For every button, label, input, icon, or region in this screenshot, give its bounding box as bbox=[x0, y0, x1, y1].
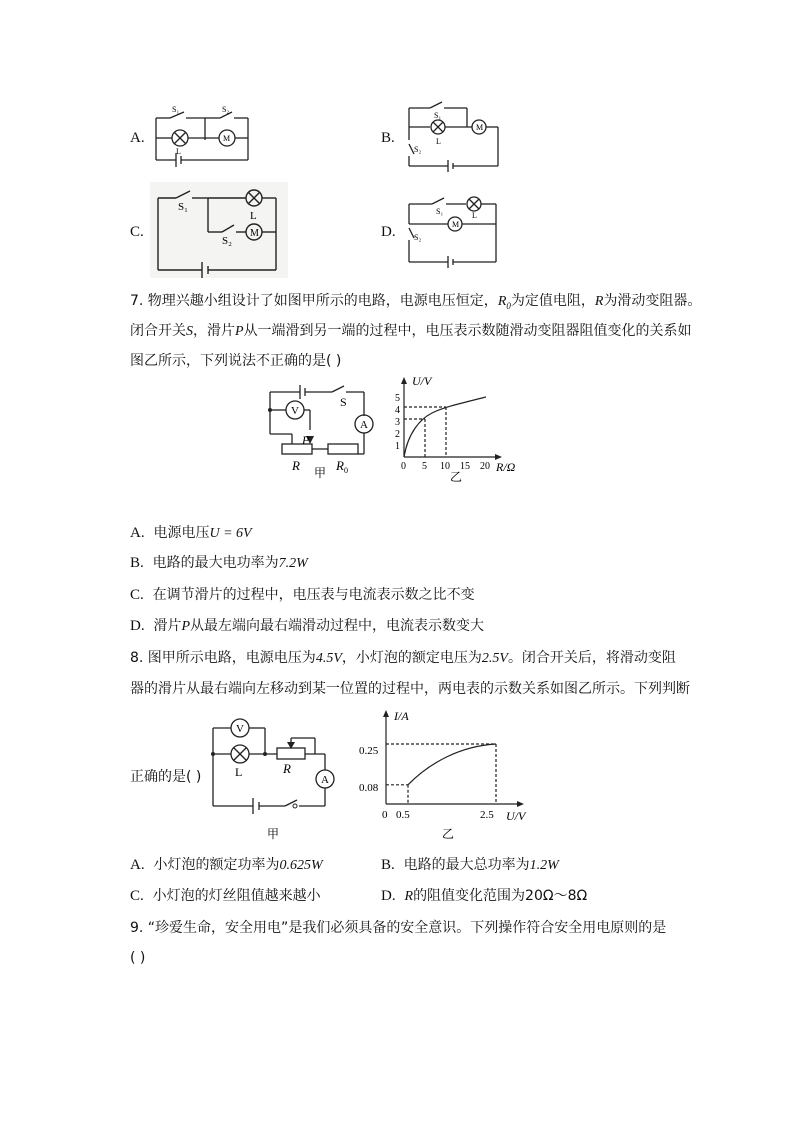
q6b-motor: M bbox=[476, 123, 484, 132]
q8-graph-x-label: U/V bbox=[506, 809, 526, 823]
q7-graph-ytick-3: 3 bbox=[395, 417, 400, 428]
q7-graph-xtick-5: 5 bbox=[422, 461, 427, 472]
q7-switch-label: S bbox=[340, 395, 347, 409]
q8-graph-ytick-0.08: 0.08 bbox=[359, 782, 379, 794]
q6c-motor: M bbox=[250, 228, 259, 239]
q7-option-c[interactable]: C. 在调节滑片的过程中，电压表与电流表示数之比不变 bbox=[130, 587, 475, 603]
q8-graph-y-label: I/A bbox=[394, 709, 409, 723]
q7-graph-y-label: U/V bbox=[412, 375, 432, 388]
q7-option-d[interactable]: D. 滑片P从最左端向最右端滑动过程中，电流表示数变大 bbox=[130, 618, 485, 634]
q6c-s1: S₁ bbox=[178, 201, 188, 213]
q8-figure-yi-graph bbox=[356, 706, 546, 846]
q6b-lamp: L bbox=[436, 137, 441, 146]
q8-stem-line-2: 器的滑片从最右端向左移动到某一位置的过程中，两电表的示数关系如图乙所示。下列判断 bbox=[130, 681, 690, 697]
q6d-s1: S₁ bbox=[436, 207, 444, 216]
q7-option-b[interactable]: B. 电路的最大电功率为7.2W bbox=[130, 555, 308, 571]
q7-figure-jia-circuit bbox=[262, 380, 387, 480]
q7-rheostat-label: R bbox=[292, 458, 300, 473]
q7-graph-xtick-15: 15 bbox=[460, 461, 470, 472]
q6-option-a-letter: A. bbox=[130, 130, 145, 146]
q8-rheostat-label: R bbox=[283, 761, 291, 776]
q7-caption-jia: 甲 bbox=[314, 466, 327, 480]
q6c-s2: S₂ bbox=[222, 235, 232, 247]
q6a-lamp: L bbox=[176, 147, 181, 156]
q8-option-c[interactable]: C. 小灯泡的灯丝阻值越来越小 bbox=[130, 888, 321, 904]
q8-data-line bbox=[408, 744, 496, 785]
q8-figure-jia-circuit bbox=[203, 714, 348, 844]
q7-voltmeter-label: V bbox=[291, 405, 299, 417]
q8-option-b[interactable]: B. 电路的最大总功率为1.2W bbox=[381, 857, 559, 873]
q7-stem-line-3: 图乙所示，下列说法不正确的是( ) bbox=[130, 353, 342, 369]
q6b-s2: S₂ bbox=[414, 145, 422, 154]
q6d-lamp: L bbox=[472, 211, 477, 220]
q6a-s1: S₁ bbox=[172, 105, 180, 114]
q6d-motor: M bbox=[452, 220, 460, 229]
q7-stem-line-1: 7. 物理兴趣小组设计了如图甲所示的电路，电源电压恒定，$R_0$为定值电阻，R为滑动变阻器。 bbox=[130, 293, 702, 311]
q8-caption-jia: 甲 bbox=[267, 827, 280, 841]
q8-voltmeter-label: V bbox=[236, 723, 244, 735]
q8-graph-origin: 0 bbox=[382, 809, 388, 821]
q9-stem-line-1: 9. “珍爱生命，安全用电”是我们必须具备的安全意识。下列操作符合安全用电原则的是 bbox=[130, 920, 667, 936]
q6-option-c-letter: C. bbox=[130, 224, 144, 240]
q7-figure-yi-graph bbox=[392, 375, 532, 483]
q7-graph-x-label: R/Ω bbox=[496, 460, 516, 474]
q6c-lamp: L bbox=[250, 210, 257, 222]
q8-graph-xtick-2.5: 2.5 bbox=[480, 809, 494, 821]
q7-graph-ytick-4: 4 bbox=[395, 405, 400, 416]
q7-graph-origin: 0 bbox=[401, 461, 406, 472]
q7-graph-xtick-20: 20 bbox=[480, 461, 490, 472]
q7-stem-line-2: 闭合开关S，滑片P从一端滑到另一端的过程中，电压表示数随滑动变阻器阻值变化的关系如 bbox=[130, 323, 692, 339]
q6a-s2: S₂ bbox=[222, 105, 230, 114]
q7-caption-yi: 乙 bbox=[450, 470, 463, 483]
q8-lamp-label: L bbox=[235, 765, 243, 779]
q6-option-a-circuit bbox=[150, 104, 255, 168]
q6-option-b-circuit bbox=[402, 100, 504, 172]
q8-caption-yi: 乙 bbox=[442, 827, 455, 841]
q6-option-d-circuit bbox=[402, 190, 504, 270]
q8-option-d[interactable]: D. R的阻值变化范围为20Ω～8Ω bbox=[381, 888, 588, 904]
q6-option-d-letter: D. bbox=[381, 224, 396, 240]
q6a-motor: M bbox=[223, 134, 231, 143]
q8-ammeter-label: A bbox=[321, 774, 329, 786]
q7-option-a[interactable]: A. 电源电压U = 6V bbox=[130, 525, 252, 541]
q7-slider-label: P bbox=[302, 433, 310, 447]
q7-ammeter-label: A bbox=[360, 419, 368, 431]
q6d-s2: S₂ bbox=[414, 233, 422, 242]
q7-graph-ytick-2: 2 bbox=[395, 429, 400, 440]
q8-option-a[interactable]: A. 小灯泡的额定功率为0.625W bbox=[130, 857, 323, 873]
q7-graph-xtick-10: 10 bbox=[440, 461, 450, 472]
q6b-s1: S₁ bbox=[434, 111, 442, 120]
q7-graph-ytick-5: 5 bbox=[395, 393, 400, 404]
q6-option-c-circuit bbox=[150, 182, 288, 278]
q7-fixed-label: $R_0$ bbox=[336, 458, 348, 475]
q8-graph-ytick-0.25: 0.25 bbox=[359, 745, 379, 757]
q7-graph-ytick-1: 1 bbox=[395, 441, 400, 452]
q8-stem-line-3: 正确的是( ) bbox=[130, 769, 202, 785]
q8-graph-xtick-0.5: 0.5 bbox=[396, 809, 410, 821]
q9-stem-line-2: ( ) bbox=[130, 950, 146, 966]
q6-option-b-letter: B. bbox=[381, 130, 395, 146]
q8-stem-line-1: 8. 图甲所示电路，电源电压为4.5V，小灯泡的额定电压为2.5V。闭合开关后，将滑动变阻 bbox=[130, 650, 676, 666]
